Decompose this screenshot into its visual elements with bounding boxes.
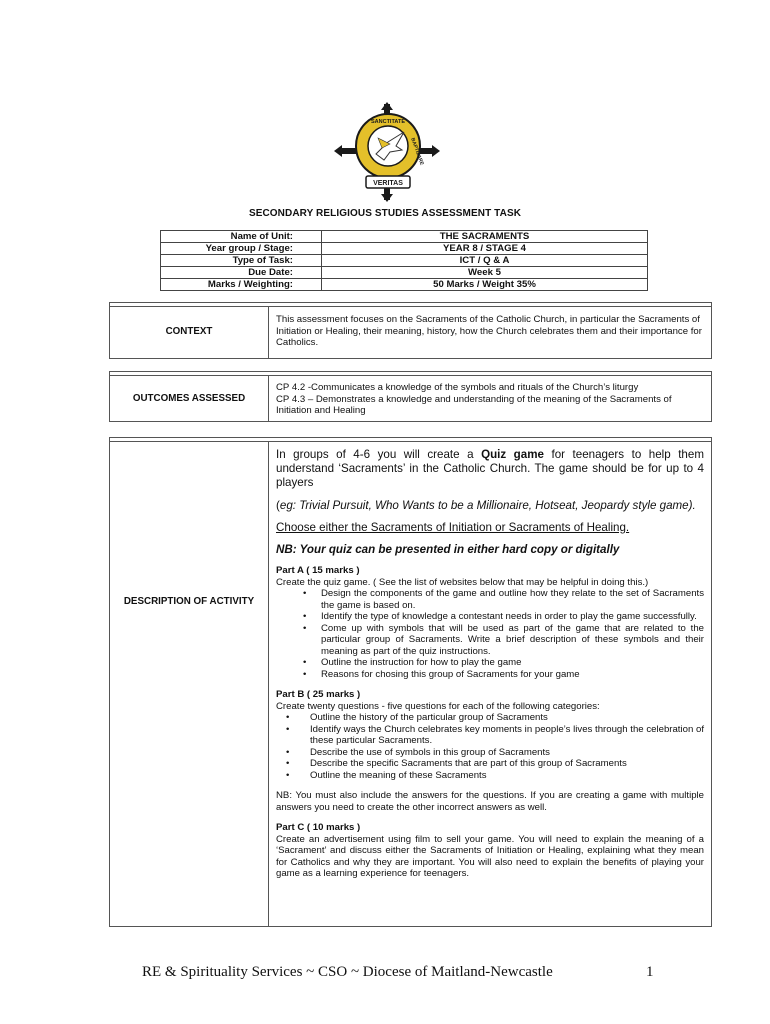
- list-item: • Outline the meaning of these Sacraments: [276, 770, 704, 782]
- outcome-line: CP 4.2 -Communicates a knowledge of the symbols and rituals of the Church’s liturgy: [276, 382, 639, 393]
- unit-field-value: Week 5: [322, 267, 648, 279]
- nb-answers: NB: You must also include the answers for the questions. If you are creating a game with multiple answers you need to create the other incorrect answers as well.: [276, 790, 704, 813]
- crest-text-top: SANCTITATE: [370, 119, 406, 125]
- list-item: • Identify ways the Church celebrates key moments in people’s lives through the celebration of these particular Sacraments.: [276, 724, 704, 747]
- list-item: • Design the components of the game and outline how they relate to the set of Sacraments the game is based on.: [276, 588, 704, 611]
- unit-field-value: THE SACRAMENTS: [322, 231, 648, 243]
- list-item: • Describe the specific Sacraments that are part of this group of Sacraments: [276, 758, 704, 770]
- context-section: [109, 306, 712, 359]
- unit-table-row: [161, 231, 648, 243]
- footer-text: RE & Spirituality Services ~ CSO ~ Diocese of Maitland-Newcastle: [142, 964, 553, 980]
- list-item: • Identify the type of knowledge a contestant needs in order to play the game successfully.: [276, 611, 704, 623]
- unit-field-value: ICT / Q & A: [322, 255, 648, 267]
- school-crest-dove-logo: [332, 102, 442, 202]
- unit-field-value: YEAR 8 / STAGE 4: [322, 243, 648, 255]
- context-text: This assessment focuses on the Sacraments of the Catholic Church, in particular the Sacraments of Initiation or Healing, their meaning, history, how the Church celebrates them and their importance for Catholics.: [276, 314, 702, 348]
- unit-table-row: [161, 243, 648, 255]
- outcome-line: CP 4.3 – Demonstrates a knowledge and understanding of the meaning of the Sacraments of Initiation and Healing: [276, 393, 672, 416]
- outcomes-label: OUTCOMES ASSESSED: [132, 393, 246, 404]
- description-body: [276, 448, 704, 880]
- unit-field-label: Marks / Weighting:: [161, 279, 322, 291]
- crest-text-side: BAPTIZARE: [409, 137, 425, 167]
- description-intro: In groups of 4-6 you will create a Quiz game for teenagers to help them understand ‘Sacraments’ in the Catholic Church. The game should be for up to 4 players: [276, 448, 704, 490]
- quiz-game-highlight: Quiz game: [481, 448, 544, 461]
- context-label: CONTEXT: [165, 326, 213, 337]
- part-b-intro: Create twenty questions - five questions for each of the following categories:: [276, 700, 600, 712]
- unit-field-label: Name of Unit:: [161, 231, 322, 243]
- crest-motto: VERITAS: [373, 180, 403, 187]
- unit-table-row: [161, 267, 648, 279]
- part-a-list: [276, 588, 704, 680]
- document-title: SECONDARY RELIGIOUS STUDIES ASSESSMENT TASK: [248, 208, 522, 219]
- outcomes-text: [276, 382, 703, 417]
- list-item: • Outline the history of the particular group of Sacraments: [276, 712, 704, 724]
- unit-table-row: [161, 279, 648, 291]
- description-nb-quiz: NB: Your quiz can be presented in either hard copy or digitally: [276, 543, 620, 557]
- list-item: • Come up with symbols that will be used as part of the game that are related to the particular group of Sacraments. Write a brief description of these symbols and their meaning as part of the quiz instructions.: [276, 623, 704, 658]
- unit-table-row: [161, 255, 648, 267]
- unit-info-table: [160, 230, 648, 291]
- list-item: • Reasons for chosing this group of Sacraments for your game: [276, 669, 704, 681]
- description-section: [109, 441, 712, 927]
- unit-field-label: Year group / Stage:: [161, 243, 322, 255]
- description-example: (eg: Trivial Pursuit, Who Wants to be a Millionaire, Hotseat, Jeopardy style game).: [276, 498, 696, 512]
- part-b-list: [276, 712, 704, 781]
- list-item: • Outline the instruction for how to play the game: [276, 657, 704, 669]
- part-c-text: Create an advertisement using film to sell your game. You will need to explain the meaning of a ‘Sacrament’ and discuss either the Sacraments of Initiation or Healing, explaining what they mean for Catholics and why they are important. You will also need to explain the benefits of playing your game as a learning experience for teenagers.: [276, 833, 704, 880]
- unit-field-label: Type of Task:: [161, 255, 322, 267]
- list-item: • Describe the use of symbols in this group of Sacraments: [276, 747, 704, 759]
- part-a-title: Part A ( 15 marks ): [276, 565, 360, 577]
- description-label: DESCRIPTION OF ACTIVITY: [123, 596, 255, 607]
- unit-field-value: 50 Marks / Weight 35%: [322, 279, 648, 291]
- outcomes-section: [109, 375, 712, 422]
- page-number: 1: [646, 964, 654, 980]
- unit-field-label: Due Date:: [161, 267, 322, 279]
- part-a-intro: Create the quiz game. ( See the list of websites below that may be helpful in doing this.): [276, 576, 649, 588]
- part-b-title: Part B ( 25 marks ): [276, 689, 361, 701]
- description-choose: Choose either the Sacraments of Initiation or Sacraments of Healing.: [276, 520, 630, 534]
- part-c-title: Part C ( 10 marks ): [276, 822, 361, 834]
